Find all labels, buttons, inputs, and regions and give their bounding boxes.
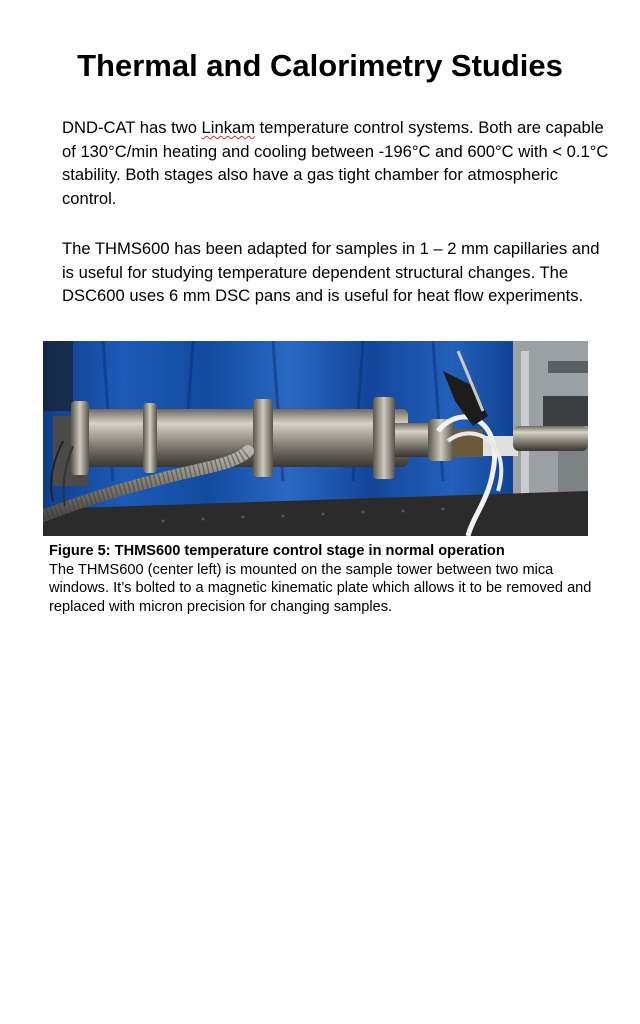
intro-paragraph [62, 116, 610, 210]
intro-text-rest: temperature control systems. Both are capable of 130°C/min heating and cooling between -196°C and 600°C with < 0.1°C stability. Both stages also have a gas tight chamber for atmospheric control. [62, 118, 609, 208]
intro-text-start: DND-CAT has two [62, 118, 202, 137]
figure-caption-text: The THMS600 (center left) is mounted on the sample tower between two mica windows. It’s bolted to a magnetic kinematic plate which allows it to be removed and replaced with micron precision for changing samples. [49, 561, 592, 615]
figure-caption [49, 542, 609, 616]
page-title: Thermal and Calorimetry Studies [77, 48, 563, 83]
thms600-stage-photo [43, 341, 588, 536]
thms600-paragraph: The THMS600 has been adapted for samples in 1 – 2 mm capillaries and is useful for studying temperature dependent structural changes. The DSC600 uses 6 mm DSC pans and is useful for heat flow experiments. [62, 239, 600, 305]
spellcheck-word: Linkam [201, 118, 256, 137]
figure-caption-title: Figure 5: THMS600 temperature control stage in normal operation [49, 543, 505, 559]
